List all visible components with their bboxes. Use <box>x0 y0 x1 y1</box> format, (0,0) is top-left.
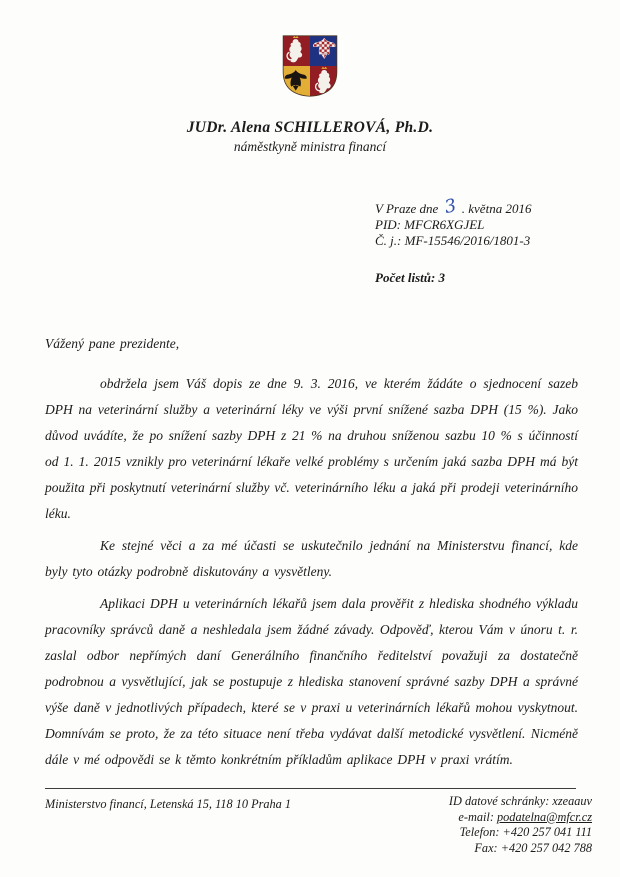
sender-name: JUDr. Alena SCHILLEROVÁ, Ph.D. <box>186 119 434 136</box>
czech-coat-of-arms-icon <box>281 34 339 98</box>
footer-address: Ministerstvo financí, Letenská 15, 118 10 Praha 1 <box>45 797 292 811</box>
footer-fax: Fax: +420 257 042 788 <box>474 840 592 855</box>
sheet-count: Počet listů: 3 <box>375 270 446 285</box>
footer-phone: Telefon: +420 257 041 111 <box>459 825 592 839</box>
letter-body <box>45 331 578 779</box>
email-link[interactable]: podatelna@mfcr.cz <box>497 809 592 824</box>
footer-contact-block <box>449 794 592 856</box>
date-prefix: V Praze dne <box>375 201 439 216</box>
sender-title: náměstkyně ministra financí <box>233 139 387 154</box>
meta-block <box>375 195 532 286</box>
footer-email-line <box>449 810 592 826</box>
footer-databox: ID datové schránky: xzeaauv <box>448 794 592 808</box>
email-label: e-mail: <box>458 809 497 824</box>
date-suffix: . května 2016 <box>461 201 532 216</box>
date-line <box>375 195 532 218</box>
pid-line: PID: MFCR6XGJEL <box>375 217 485 232</box>
body-paragraph-3: Aplikaci DPH u veterinárních lékařů jsem dala prověřit z hlediska shodného výkladu pracovníky správců daně a neshledala jsem žádné závady. Odpověď, kterou Vám v únoru t. r. zaslal odbor nepřímých daní Generálního finančního ředitelství považuji za dostatečně podrobnou a vysvětlující, jak se postupuje z hlediska stanovení správné sazby DPH a správné výše daně v jednotlivých případech, které se v praxi u veterinárních lékařů mohou vyskytnout. Domnívám se proto, že za této situace není třeba vydávat další metodické vysvětlení. Nicméně dále v mé odpovědi se k těmto konkrétním příkladům aplikace DPH v praxi vrátím. <box>45 596 578 767</box>
handwritten-day: 3 <box>442 195 459 218</box>
ref-number-line: Č. j.: MF-15546/2016/1801-3 <box>375 233 531 248</box>
salutation: Vážený pane prezidente, <box>45 336 180 351</box>
footer-divider <box>45 788 576 789</box>
body-paragraph-2: Ke stejné věci a za mé účasti se uskutečnilo jednání na Ministerstvu financí, kde byly tyto otázky podrobně diskutovány a vysvětleny. <box>45 538 578 579</box>
body-paragraph-1: obdržela jsem Váš dopis ze dne 9. 3. 2016, ve kterém žádáte o sjednocení sazeb DPH na veterinární služby a veterinární léky ve výši první snížené sazba DPH (15 %). Jako důvod uvádíte, že po snížení sazby DPH z 21 % na druhou sníženou sazbu 10 % s účinností od 1. 1. 2015 vznikly pro veterinární lékaře velké problémy s určením jaká sazba DPH má být použita při poskytnutí veterinární služby vč. veterinárního léku a jaká při prodeji veterinárního léku. <box>45 376 578 521</box>
